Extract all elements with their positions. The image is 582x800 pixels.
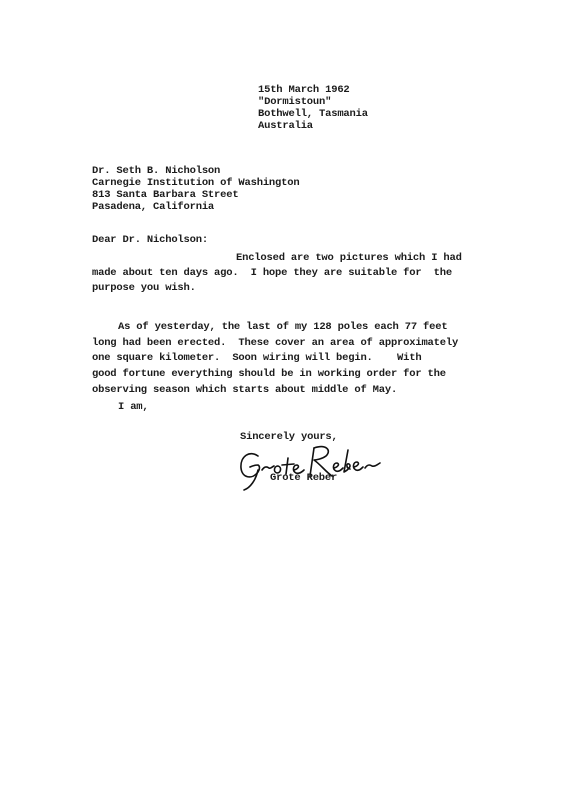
closing-phrase: I am, bbox=[118, 401, 149, 413]
recipient-name: Dr. Seth B. Nicholson bbox=[92, 165, 221, 177]
paragraph-2-line: one square kilometer. Soon wiring will begin. With bbox=[92, 352, 422, 364]
letter-date: 15th March 1962 bbox=[258, 84, 350, 96]
paragraph-2-line: observing season which starts about middle of May. bbox=[92, 384, 398, 396]
paragraph-2-line: long had been erected. These cover an area of approximately bbox=[92, 337, 459, 349]
paragraph-1-line: made about ten days ago. I hope they are suitable for the bbox=[92, 267, 452, 279]
recipient-institution: Carnegie Institution of Washington bbox=[92, 177, 300, 189]
paragraph-2-line: As of yesterday, the last of my 128 poles each 77 feet bbox=[118, 321, 448, 333]
typed-name: Grote Reber bbox=[270, 472, 338, 484]
salutation: Dear Dr. Nicholson: bbox=[92, 234, 208, 246]
recipient-street: 813 Santa Barbara Street bbox=[92, 189, 239, 201]
complimentary-close: Sincerely yours, bbox=[240, 431, 338, 443]
paragraph-1-line: Enclosed are two pictures which I had bbox=[236, 252, 462, 264]
sender-town: Bothwell, Tasmania bbox=[258, 108, 368, 120]
sender-country: Australia bbox=[258, 120, 313, 132]
recipient-city: Pasadena, California bbox=[92, 201, 215, 213]
paragraph-2-line: good fortune everything should be in working order for the bbox=[92, 368, 446, 380]
sender-house-name: "Dormistoun" bbox=[258, 96, 332, 108]
paragraph-1-line: purpose you wish. bbox=[92, 282, 196, 294]
